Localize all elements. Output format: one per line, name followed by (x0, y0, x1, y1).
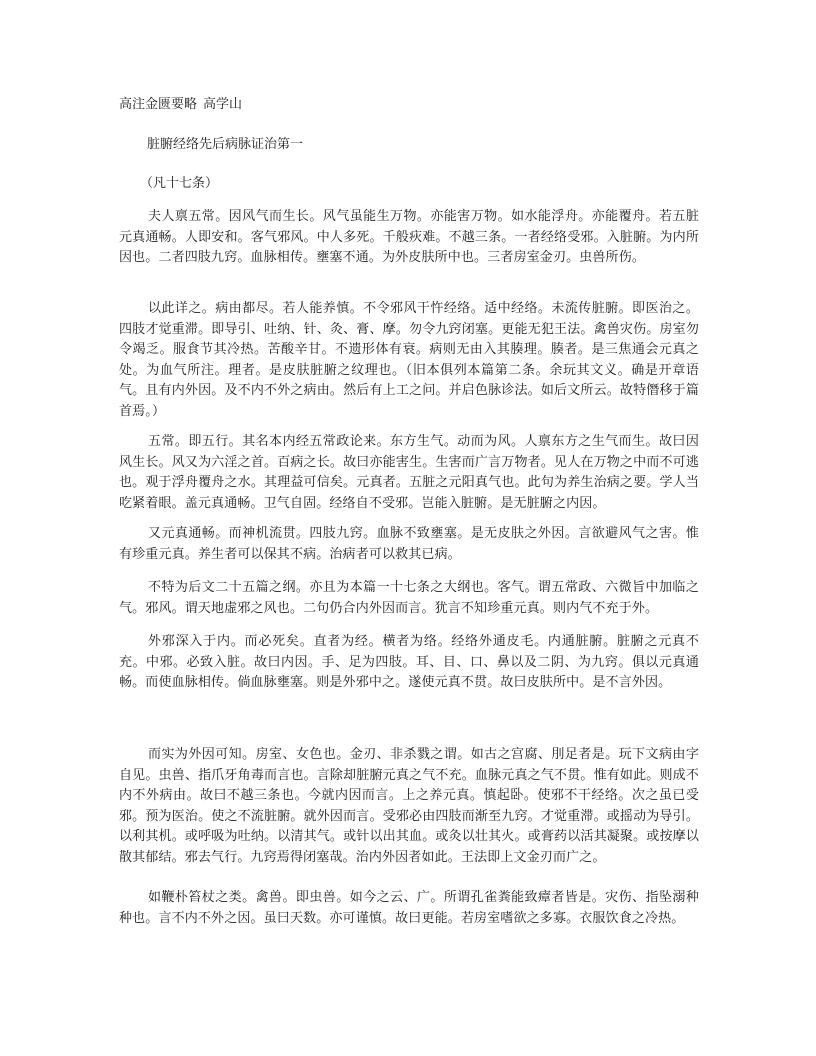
paragraph: 不特为后文二十五篇之纲。亦且为本篇一十七条之大纲也。客气。谓五常政、六微旨中加临之气。邪风。谓天地虚邪之风也。二句仍合内外因而言。犹言不知珍重元真。则内气不充于外。 (119, 580, 699, 616)
book-header (119, 96, 242, 114)
book-title: 高注金匮要略 (119, 97, 198, 112)
paragraph: 五常。即五行。其名本内经五常政论来。东方生气。动而为风。人禀东方之生气而生。故曰因风生长。风又为六淫之首。百病之长。故曰亦能害生。生害而广言万物者。见人在万物之中而不可逃也。观于浮舟覆舟之水。其理益可信矣。元真者。五脏之元阳真气也。此句为养生治病之要。学人当吃紧着眼。盖元真通畅。卫气自固。经络自不受邪。岂能入脏腑。是无脏腑之内因。 (119, 434, 699, 511)
paragraph: 又元真通畅。而神机流贯。四肢九窍。血脉不致壅塞。是无皮肤之外因。言欲避风气之害。惟有珍重元真。养生者可以保其不病。治病者可以救其已病。 (119, 526, 699, 562)
paragraph: 外邪深入于内。而必死矣。直者为经。横者为络。经络外通皮毛。内通脏腑。脏腑之元真不充。中邪。必致入脏。故曰内因。手、足为四肢。耳、目、口、鼻以及二阴、为九窍。俱以元真通畅。而使血脉相传。倘血脉壅塞。则是外邪中之。遂使元真不贯。故曰皮肤所中。是不言外因。 (119, 634, 699, 691)
article-count: （凡十七条） (140, 176, 219, 191)
paragraph: 以此详之。病由都尽。若人能养慎。不令邪风干忤经络。适中经络。未流传脏腑。即医治之。四肢才觉重滞。即导引、吐纳、针、灸、膏、摩。勿令九窍闭塞。更能无犯王法。禽兽灾伤。房室勿令竭乏。服食节其冷热。苦酸辛甘。不遗形体有衰。病则无由入其腠理。腠者。是三焦通会元真之处。为血气所注。理者。是皮肤脏腑之纹理也。（旧本俱列本篇第二条。余玩其文义。确是开章语气。且有内外因。及不内不外之病由。然后有上工之问。并启色脉诊法。如后文所云。故特僭移于篇首焉。） (119, 301, 699, 419)
author-name: 高学山 (203, 97, 243, 112)
chapter-title: 脏腑经络先后病脉证治第一 (147, 137, 304, 152)
paragraph: 而实为外因可知。房室、女色也。金刃、非杀戮之谓。如古之宫腐、刖足者是。玩下文病由字自见。虫兽、指爪牙角毒而言也。言除却脏腑元真之气不充。血脉元真之气不贯。惟有如此。则成不内不外病由。故曰不越三条也。今就内因而言。上之养元真。慎起卧。使邪不干经络。次之虽已受邪。预为医治。使之不流脏腑。就外因而言。受邪必由四肢而渐至九窍。才觉重滞。或摇动为导引。以利其机。或呼吸为吐纳。以清其气。或针以出其血。或灸以壮其火。或膏药以活其凝聚。或按摩以散其郁结。邪去气行。九窍焉得闭塞哉。治内外因者如此。王法即上文金刃而广之。 (119, 747, 699, 865)
paragraph: 如鞭朴笞杖之类。禽兽。即虫兽。如今之云、广。所谓孔雀粪能致瘴者皆是。灾伤、指坠溺种种也。言不内不外之因。虽曰天数。亦可谨慎。故曰更能。若房室嗜欲之多寡。衣服饮食之冷热。 (119, 890, 699, 926)
paragraph: 夫人禀五常。因风气而生长。风气虽能生万物。亦能害万物。如水能浮舟。亦能覆舟。若五脏元真通畅。人即安和。客气邪风。中人多死。千般疢难。不越三条。一者经络受邪。入脏腑。为内所因也。二者四肢九窍。血脉相传。壅塞不通。为外皮肤所中也。三者房室金刃。虫兽所伤。 (119, 209, 699, 266)
